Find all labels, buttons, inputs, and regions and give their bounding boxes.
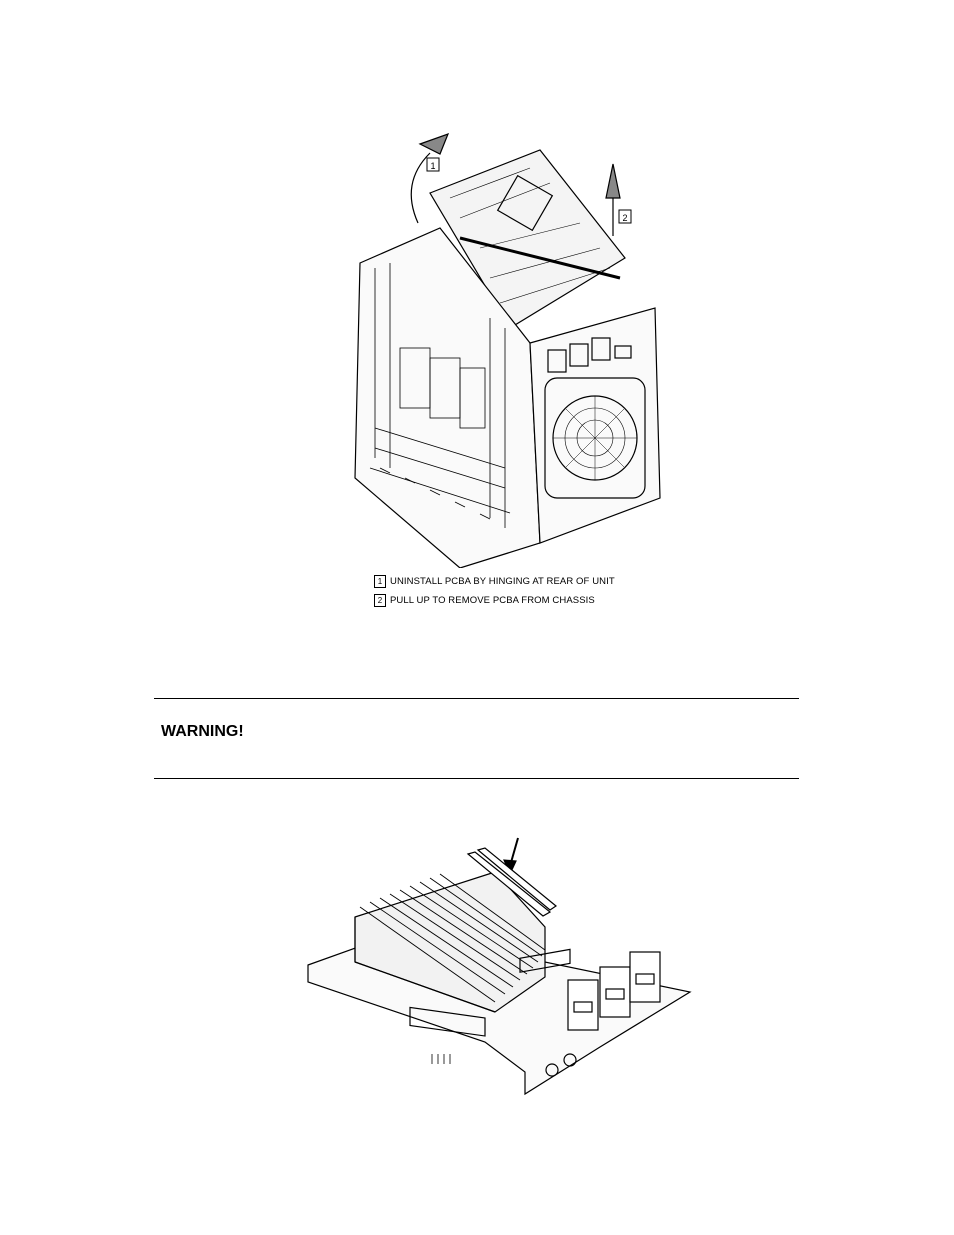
svg-text:2: 2 (622, 213, 628, 223)
legend-number-box: 2 (374, 594, 386, 607)
callout-1 (427, 158, 439, 171)
legend-item-1 (374, 575, 615, 588)
chassis-pcba-removal-figure (330, 128, 670, 568)
legend-text: PULL UP TO REMOVE PCBA FROM CHASSIS (390, 595, 595, 606)
legend-number-box: 1 (374, 575, 386, 588)
legend-item-2 (374, 594, 595, 607)
legend-text: UNINSTALL PCBA BY HINGING AT REAR OF UNIT (390, 576, 615, 587)
callout-2 (619, 210, 631, 223)
motherboard-memory-figure (300, 832, 700, 1100)
hinge-arrowhead-icon (420, 134, 448, 154)
warning-bottom-rule (154, 778, 799, 779)
svg-text:1: 1 (430, 161, 436, 171)
warning-title: WARNING! (161, 723, 244, 740)
warning-top-rule (154, 698, 799, 699)
